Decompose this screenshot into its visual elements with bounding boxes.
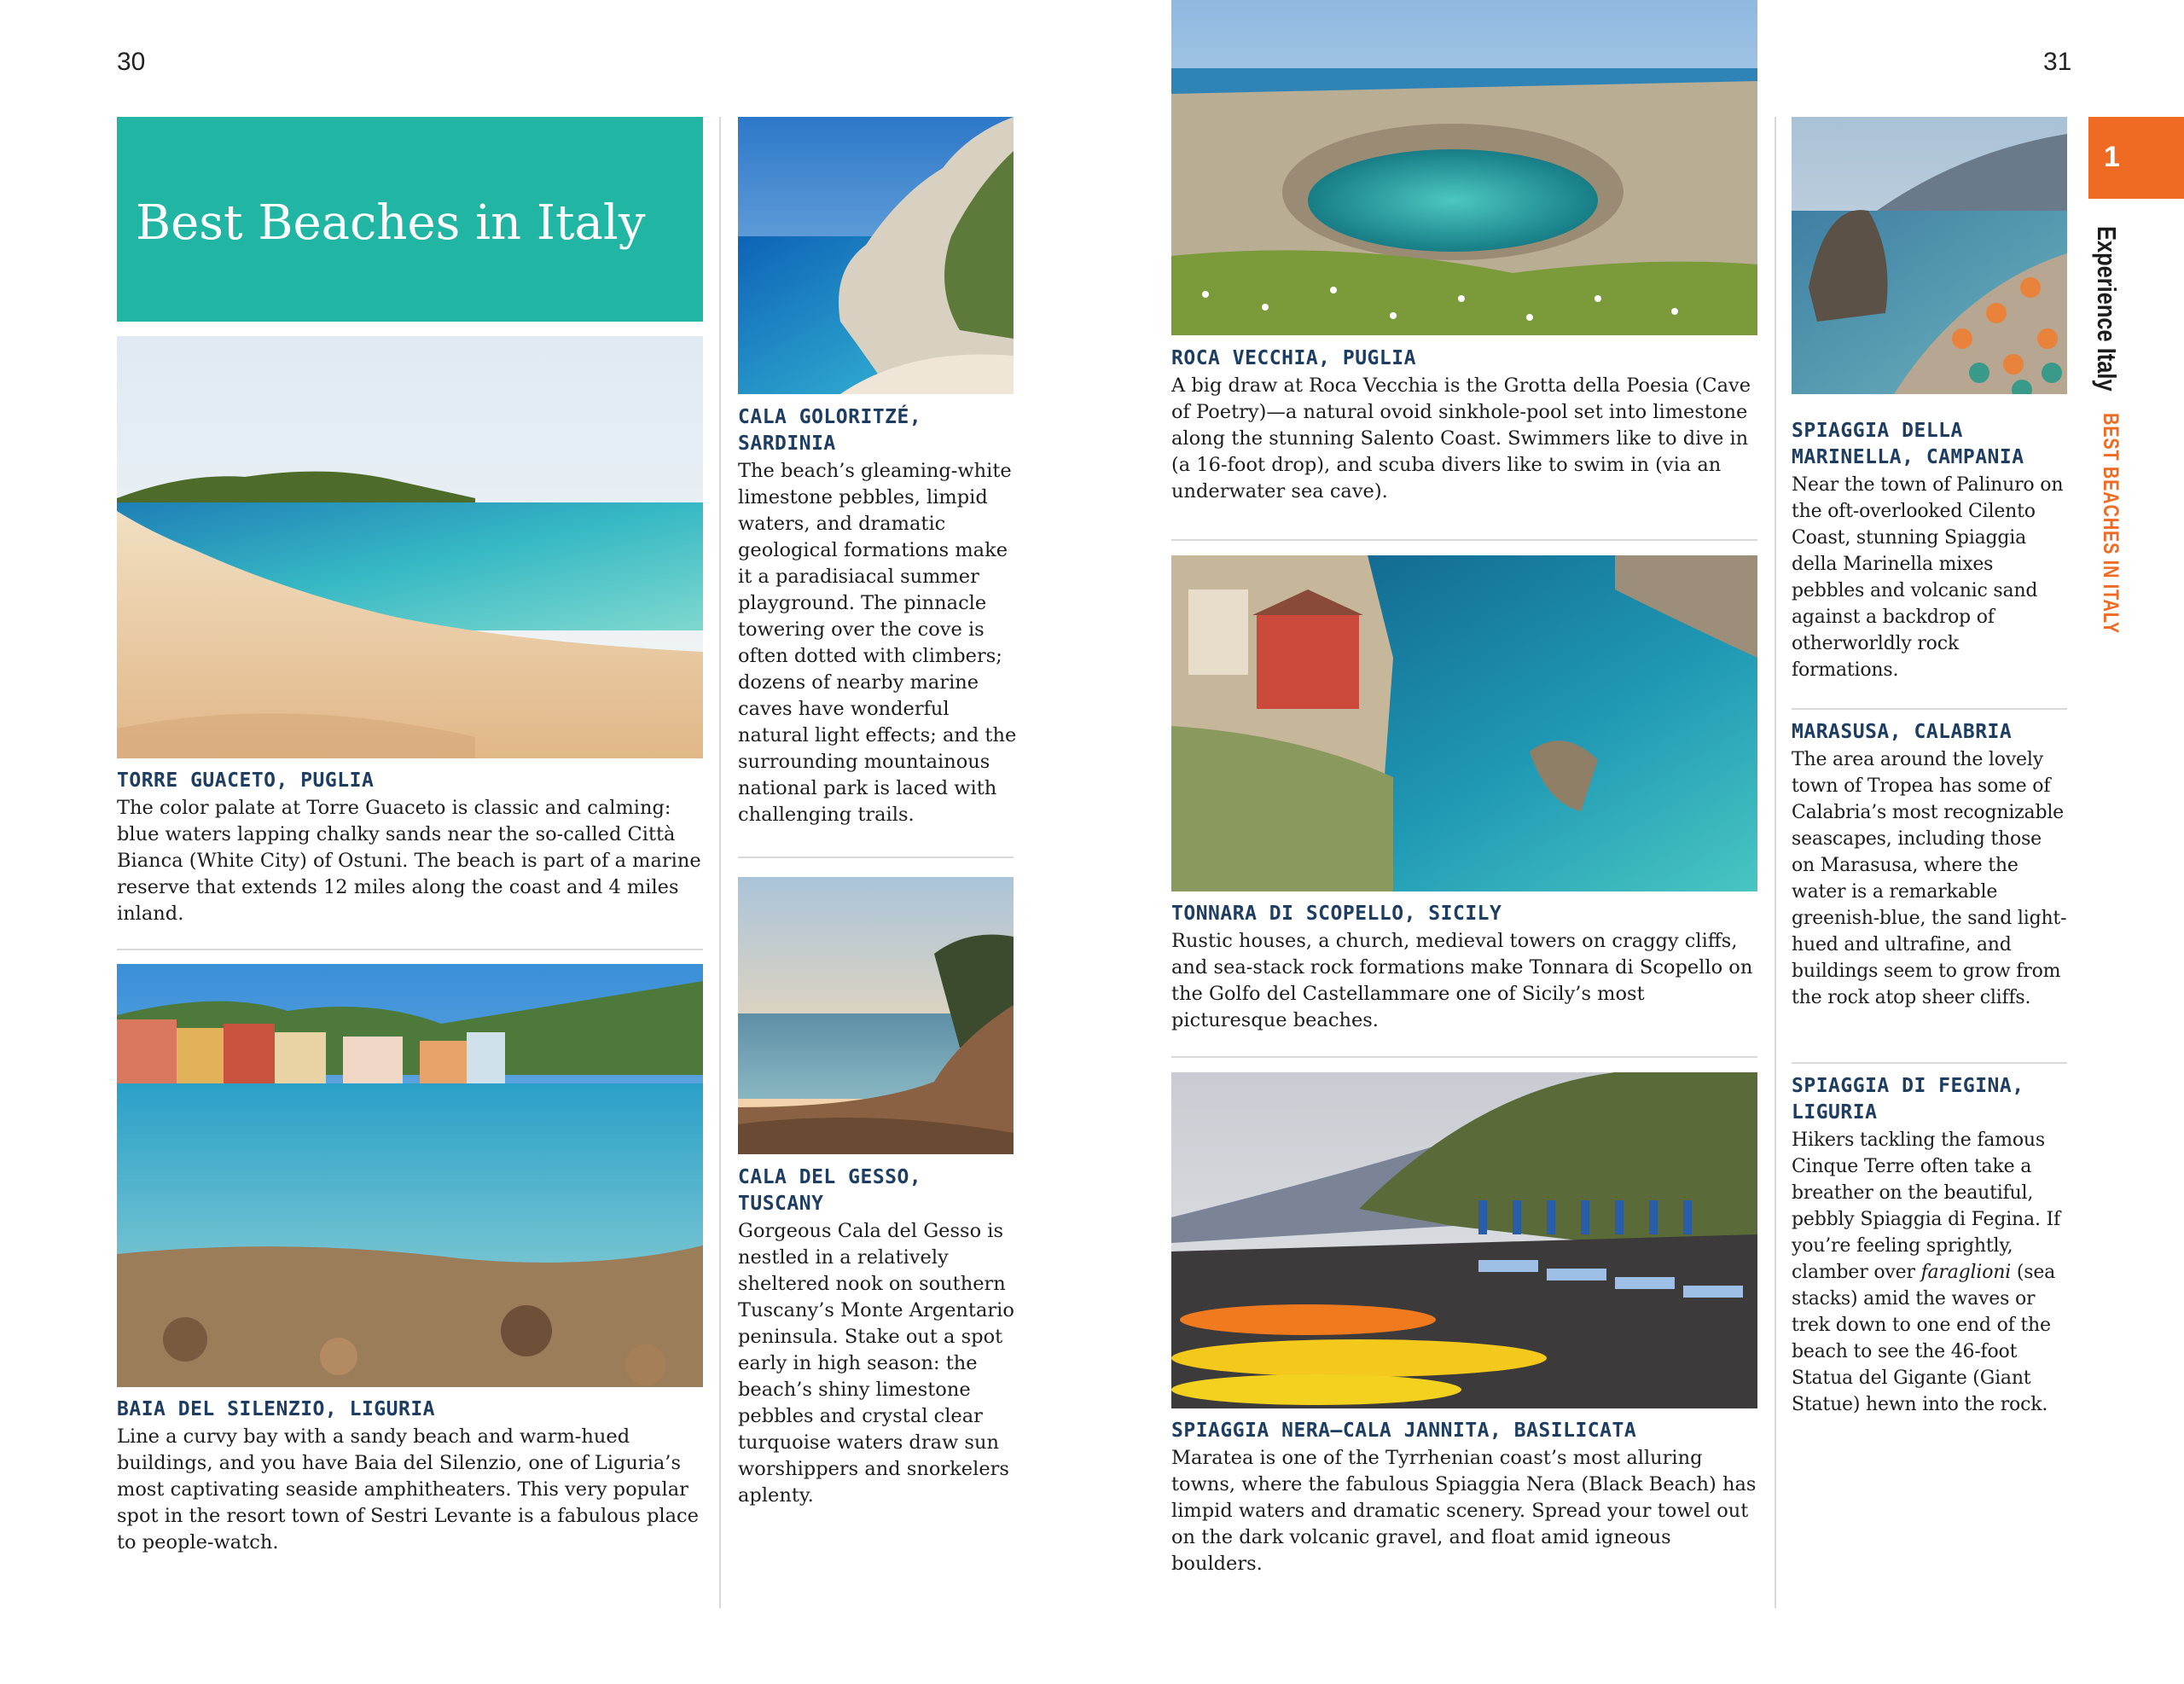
beach-heading-roca-vecchia: ROCA VECCHIA, PUGLIA bbox=[1171, 347, 1416, 369]
page-number-right: 31 bbox=[2043, 48, 2072, 76]
beach-heading-spiaggia-di-fegina: SPIAGGIA DI FEGINA, LIGURIA bbox=[1792, 1075, 2024, 1124]
beach-heading-baia-del-silenzio: BAIA DEL SILENZIO, LIGURIA bbox=[117, 1398, 436, 1420]
photo-spiaggia-nera bbox=[1171, 1072, 1757, 1408]
title-banner bbox=[117, 117, 703, 322]
beach-heading-tonnara-di-scopello: TONNARA DI SCOPELLO, SICILY bbox=[1171, 903, 1502, 925]
photo-cala-del-gesso bbox=[738, 877, 1014, 1154]
beach-description-cala-goloritze: The beach’s gleaming-white limestone pebbles, limpid waters, and dramatic geological formations make it a paradisiacal summer playground. The pinnacle towering over the cove is often dotted with climbers; dozens of nearby marine caves have wonderful natural light effects; and the surrounding mountainous national park is laced with challenging trails. bbox=[738, 460, 1017, 826]
chapter-number: 1 bbox=[2104, 141, 2120, 173]
photo-baia-del-silenzio bbox=[117, 964, 703, 1387]
beach-description-torre-guaceto: The color palate at Torre Guaceto is classic and calming: blue waters lapping chalky sands near the so-called Città Bianca (White City) of Ostuni. The beach is part of a marine reserve that extends 12 miles along the coast and 4 miles inland. bbox=[117, 797, 701, 925]
beach-heading-cala-goloritze: CALA GOLORITZÉ, SARDINIA bbox=[738, 406, 922, 455]
subsection-label: BEST BEACHES IN ITALY bbox=[2099, 413, 2123, 635]
beach-heading-spiaggia-nera: SPIAGGIA NERA–CALA JANNITA, BASILICATA bbox=[1171, 1420, 1637, 1442]
photo-torre-guaceto bbox=[117, 336, 703, 758]
section-divider bbox=[117, 949, 703, 950]
photo-cala-goloritze bbox=[738, 117, 1014, 394]
beach-description-cala-del-gesso: Gorgeous Cala del Gesso is nestled in a relatively sheltered nook on southern Tuscany’s Monte Argentario peninsula. Stake out a spot early in high season: the beach’s shiny limestone pebbles and crystal clear turquoise waters draw sun worshippers and snorkelers aplenty. bbox=[738, 1220, 1014, 1507]
section-divider bbox=[1171, 1056, 1757, 1058]
section-label: Experience Italy bbox=[2092, 226, 2122, 392]
section-divider bbox=[738, 857, 1014, 858]
photo-tonnara-di-scopello bbox=[1171, 555, 1757, 891]
italic-term: faraglioni bbox=[1920, 1262, 2012, 1283]
beach-description-roca-vecchia: A big draw at Roca Vecchia is the Grotta della Poesia (Cave of Poetry)—a natural ovoid sinkhole-pool set into limestone along the stunning Salento Coast. Swimmers like to dive in (a 16-foot drop), and scuba divers like to swim in (via an underwater sea cave). bbox=[1171, 375, 1751, 502]
beach-description-spiaggia-della-marinella: Near the town of Palinuro on the oft-overlooked Cilento Coast, stunning Spiaggia della Marinella mixes pebbles and volcanic sand against a backdrop of otherworldly rock formations. bbox=[1792, 474, 2064, 681]
beach-heading-cala-del-gesso: CALA DEL GESSO, TUSCANY bbox=[738, 1166, 922, 1215]
beach-description-marasusa: The area around the lovely town of Tropea has some of Calabria’s most recognizable seascapes, including those on Marasusa, where the water is a remarkable greenish-blue, the sand light-hued and ultrafine, and buildings seem to grow from the rock atop sheer cliffs. bbox=[1792, 749, 2067, 1008]
beach-description-spiaggia-di-fegina: Hikers tackling the famous Cinque Terre often take a breather on the beautiful, pebbly Spiaggia di Fegina. If you’re feeling sprightly, clamber over faraglioni (sea stacks) amid the waves or trek down to one end of the beach to see the 46-foot Statua del Gigante (Giant Statue) hewn into the rock. bbox=[1792, 1129, 2060, 1415]
beach-description-spiaggia-nera: Maratea is one of the Tyrrhenian coast’s most alluring towns, where the fabulous Spiaggia Nera (Black Beach) has limpid waters and dramatic scenery. Spread your towel out on the dark volcanic gravel, and float amid igneous boulders. bbox=[1171, 1447, 1757, 1575]
column-divider bbox=[719, 117, 721, 1608]
beach-heading-torre-guaceto: TORRE GUACETO, PUGLIA bbox=[117, 769, 375, 792]
beach-heading-marasusa: MARASUSA, CALABRIA bbox=[1792, 721, 2013, 743]
photo-roca-vecchia bbox=[1171, 0, 1757, 335]
beach-description-tonnara-di-scopello: Rustic houses, a church, medieval towers on craggy cliffs, and sea-stack rock formations make Tonnara di Scopello on the Golfo del Castellammare one of Sicily’s most picturesque beaches. bbox=[1171, 930, 1753, 1031]
chapter-tab bbox=[2088, 117, 2184, 199]
column-divider bbox=[1774, 117, 1776, 1608]
beach-description-baia-del-silenzio: Line a curvy bay with a sandy beach and warm-hued buildings, and you have Baia del Silenzio, one of Liguria’s most captivating seaside amphitheaters. This very popular spot in the resort town of Sestri Levante is a fabulous place to people-watch. bbox=[117, 1426, 699, 1553]
section-divider bbox=[1792, 1062, 2067, 1064]
photo-spiaggia-della-marinella bbox=[1792, 117, 2067, 394]
page-title: Best Beaches in Italy bbox=[136, 195, 646, 251]
section-divider bbox=[1171, 539, 1757, 541]
page-number-left: 30 bbox=[117, 48, 146, 76]
beach-heading-spiaggia-della-marinella: SPIAGGIA DELLA MARINELLA, CAMPANIA bbox=[1792, 420, 2024, 468]
section-divider bbox=[1792, 708, 2067, 710]
